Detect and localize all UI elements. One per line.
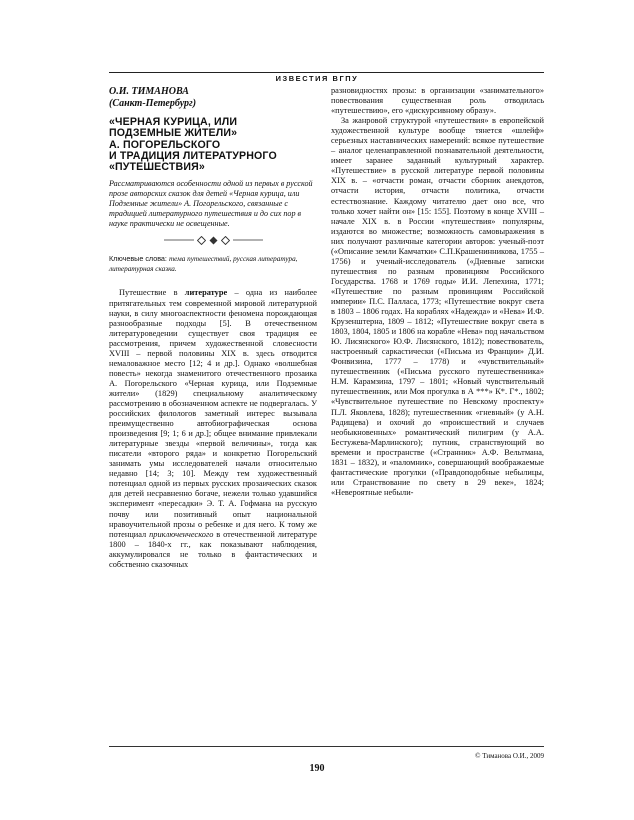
ornament-diamond-icon <box>197 236 206 245</box>
header-rule <box>109 72 544 73</box>
paragraph: За жанровой структурой «путешествия» в европейской художественной культуре вообще тянется «шлейф» серьезных наставнических намерений: всякое путешествие – аналог целенаправленной познавательной деятельности, имеет заранее заданный культурный характер. «Путешествие» в русской литературе первой половины XIX в. – «отчасти роман, отчасти сборник анекдотов, отчасти история, отчасти политика, отчасти естествознание. Каждому читателю дает оно все, что только хочет найти он» [15: 155]. Поэтому в конце XVIII – начале XIX в. в России «путешествия» популярны, издаются во множестве; возможность самовыражения в них получают различные категории авторов: ученый-поэт («Описание земли Камчатки» С.П.Крашенинникова, 1755 – 1756) и ученый-исследователь («Дневные записки путешествия по разным провинциям Российского Государства. 1768 и 1769 годы» И.И. Лепехина, 1771; «Путешествие по разным провинциям Российской империи» П.С. Палласа, 1773; «Путешествие вокруг света в 1803 – 1806 годах. На кораблях «Надежда» и «Нева» И.Ф. Крузенштерна, 1809 – 1812; «Путешествие вокруг света в 1803, 1804, 1805 и 1806 на корабле «Нева» под начальством Ю. Лисянского» Ю.Ф. Лисянского, 1812); повествователь, настроенный саркастически («Письма из Франции» Д.И. Фонвизина, 1777 – 1778) и «чувствительный» путешественник («Письма русского путешественника» Н.М. Карамзина, 1797 – 1801; «Новый чувствительный путешественник, или Моя прогулка в А ***» К*. Г*., 1802; «Чувствительное путешествие по Невскому проспекту» П.Л. Яковлева, 1828); путешественник «гневный» (у А.Н. Радищева) и охочий до «происшествий и случаев необыкновенных» романтический пилигрим (у А.А. Бестужева-Марлинского); путник, странствующий во времени и пространстве («Странник» А.Ф. Вельтмана, 1831 – 1832), и «паломник», совершающий воображаемые фантастические прогулки («Правдоподобные небылицы, или Странствование по свету в 29 веке», 1824; «Невероятные небыли- <box>331 116 544 497</box>
author-city: (Санкт-Петербург) <box>109 97 197 109</box>
author-name: О.И. ТИМАНОВА <box>109 86 189 97</box>
keywords <box>109 254 317 274</box>
keywords-label: Ключевые слова: <box>109 254 167 264</box>
title-line: ПОДЗЕМНЫЕ ЖИТЕЛИ» <box>109 127 238 140</box>
ornament-divider <box>109 234 317 246</box>
keywords-value: тема путешествий, русская литература, литературная сказка. <box>109 255 298 274</box>
body-text-right <box>331 86 544 498</box>
right-column <box>331 86 544 498</box>
ornament-line-left <box>164 237 194 243</box>
abstract: Рассматриваются особенности одной из первых в русской прозе авторских сказок для детей «Черная курица, или Подземные жители» А. Погорельского, связанные с традицией литературного путешествия и до сих пор в науке практически не освещенные. <box>109 179 313 229</box>
title-line: «ПУТЕШЕСТВИЯ» <box>109 161 205 174</box>
title-line: А. ПОГОРЕЛЬСКОГО <box>109 138 221 151</box>
running-head: ИЗВЕСТИЯ ВГПУ <box>275 74 359 83</box>
article-title <box>109 117 317 173</box>
footer-rule <box>109 746 544 747</box>
emphasis-italic: приключенческого <box>149 529 214 539</box>
ornament-diamond-icon <box>221 236 230 245</box>
ornament-diamond-icon <box>209 236 218 245</box>
title-line: «ЧЕРНАЯ КУРИЦА, ИЛИ <box>109 116 238 128</box>
ornament-line-right <box>233 237 263 243</box>
title-line: И ТРАДИЦИЯ ЛИТЕРАТУРНОГО <box>109 149 277 162</box>
paragraph: разновидностях прозы: в организации «занимательного» повествования существенная роль отводилась «путешествию», его «дискурсивному образу». <box>331 86 544 116</box>
page-number: 190 <box>309 763 325 774</box>
copyright: © Тиманова О.И., 2009 <box>475 752 544 760</box>
left-column <box>109 86 317 570</box>
paragraph: Путешествие в литературе – одна из наиболее притягательных тем современной мировой литературной науки, в силу многоаспектности феномена порождающая разнообразные подходы [5]. В отечественном литературоведении существует своя традиция ее рассмотрения, причем художественной словесности XVIII – первой половины XIX в. здесь отводится немаловажное место [12; 4 и др.]. Однако «волшебная повесть» некогда знаменитого отечественного прозаика А. Погорельского «Черная курица, или Подземные жители» (1829) специальному аналитическому рассмотрению в обозначенном аспекте не подвергалась. У российских филологов заметный интерес вызывала преимущественно автобиографическая основа произведения [9; 1; 6 и др.]; общее внимание привлекали литературные звезды «первой величины», тогда как писатели «второго ряда» и конкретно Погорельский занимать умы исследователей начали относительно недавно [14; 3; 10]. Между тем художественный потенциал одной из первых русских прозаических сказок для детей несравненно богаче, нежели только удавшийся эксперимент «пересадки» Э. Т. А. Гофмана на русскую почву или позитивный опыт национальной нравоучительной прозы о ребенке и для него. К тому же потенциал приключенческого в отечественной литературе 1800 – 1840-х гг., как показывают наблюдения, аккумулировался не только в фантастических и собственно сказочных <box>109 288 318 569</box>
emphasis-bold: литературе <box>184 288 228 298</box>
body-text-left <box>109 288 317 569</box>
